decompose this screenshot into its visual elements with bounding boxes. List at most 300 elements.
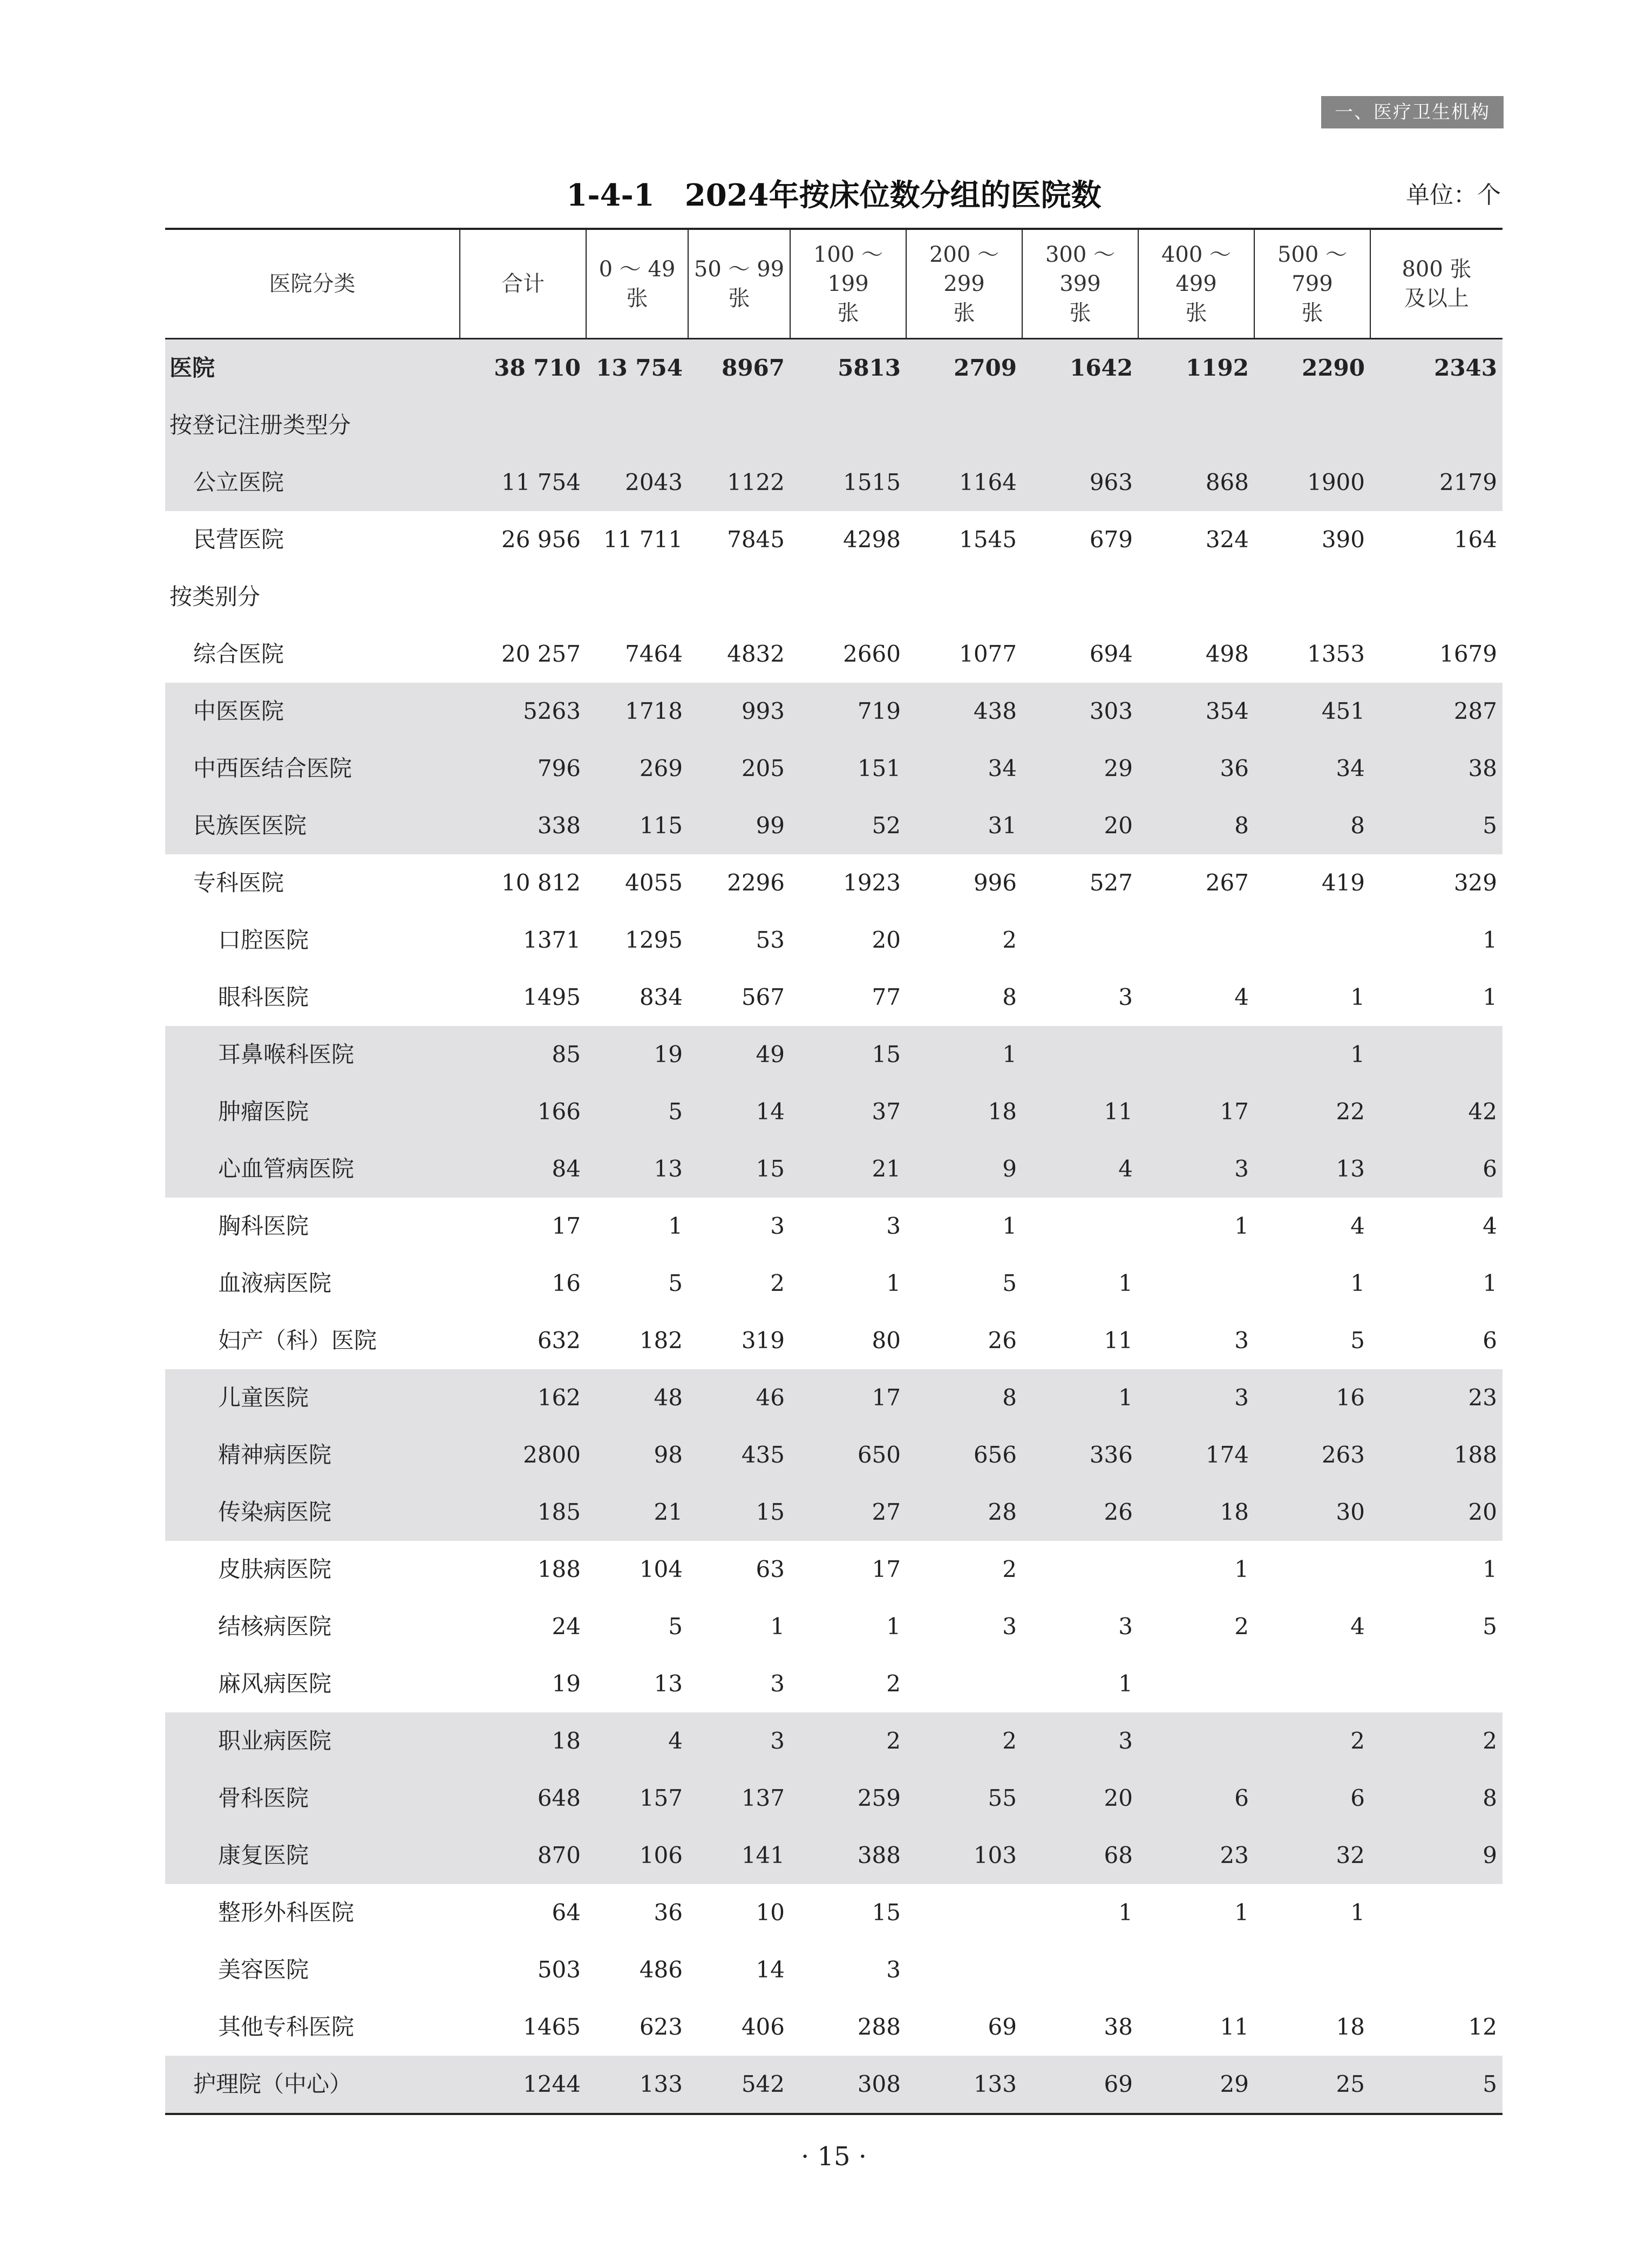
table-cell: 1465: [523, 2014, 581, 2040]
table-cell: [460, 397, 586, 454]
column-header-line2: 张: [1069, 301, 1091, 325]
table-cell: 5: [1370, 797, 1503, 854]
table-cell: 1: [1118, 1899, 1133, 1926]
table-cell: 141: [688, 1827, 790, 1884]
table-cell: 542: [688, 2056, 790, 2114]
column-header: [586, 229, 688, 339]
row-label: 传染病医院: [165, 1484, 460, 1541]
column-header-line1: 0 ～ 49: [599, 257, 676, 282]
row-label: 儿童医院: [165, 1369, 460, 1426]
row-label: 其他专科医院: [218, 2014, 355, 2040]
table-cell: 2: [770, 1270, 785, 1296]
table-cell: 18: [1138, 1484, 1254, 1541]
table-row: [165, 339, 1503, 397]
table-cell: 263: [1254, 1426, 1370, 1484]
row-label: 职业病医院: [165, 1712, 460, 1770]
table-cell: 5: [668, 1613, 683, 1640]
table-cell: 4832: [727, 641, 785, 667]
table-cell: 17: [1138, 1083, 1254, 1140]
table-cell: 18: [460, 1712, 586, 1770]
table-cell: 29: [1022, 740, 1138, 797]
table-cell: 963: [1022, 454, 1138, 511]
table-cell: 23: [1138, 1827, 1254, 1884]
table-cell: 55: [906, 1770, 1022, 1827]
table-cell: 2296: [727, 869, 785, 896]
table-cell: 8967: [688, 339, 790, 397]
table-cell: 36: [1138, 740, 1254, 797]
table-cell: 98: [586, 1426, 688, 1484]
table-cell: [1022, 568, 1138, 626]
table-cell: 17: [872, 1556, 901, 1582]
table-row: [165, 1140, 1503, 1198]
table-cell: 166: [460, 1083, 586, 1140]
column-header-line2: 张: [728, 286, 750, 311]
table-cell: 1: [1350, 984, 1365, 1010]
table-cell: 21: [586, 1484, 688, 1541]
table-cell: 1: [1118, 1670, 1133, 1697]
table-cell: 53: [756, 927, 785, 953]
table-cell: 679: [1089, 526, 1133, 553]
table-cell: [906, 397, 1022, 454]
table-cell: 4055: [625, 869, 683, 896]
column-header-line1: 50 ～ 99: [694, 257, 785, 282]
table-cell: 15: [688, 1140, 790, 1198]
table-cell: [1138, 1026, 1254, 1083]
table-cell: 2343: [1370, 339, 1503, 397]
table-cell: 106: [586, 1827, 688, 1884]
table-cell: 4: [1350, 1613, 1365, 1640]
table-cell: 32: [1254, 1827, 1370, 1884]
table-cell: 656: [906, 1426, 1022, 1484]
row-label: 胸科医院: [218, 1213, 309, 1239]
table-cell: 6: [1254, 1770, 1370, 1827]
table-cell: 451: [1254, 683, 1370, 740]
table-cell: [1138, 1941, 1254, 1998]
table-cell: 205: [688, 740, 790, 797]
table-cell: 11: [1022, 1083, 1138, 1140]
table-cell: [1138, 912, 1254, 969]
row-label: 口腔医院: [218, 927, 309, 953]
table-cell: 287: [1370, 683, 1503, 740]
table-cell: 870: [460, 1827, 586, 1884]
table-cell: 3: [886, 1956, 901, 1983]
table-cell: 267: [1205, 869, 1249, 896]
column-header-line2: 及以上: [1404, 286, 1469, 311]
row-label: 公立医院: [165, 454, 460, 511]
column-header: [460, 229, 586, 339]
table-row: [165, 1770, 1503, 1827]
table-cell: 20: [872, 927, 901, 953]
table-cell: 21: [790, 1140, 906, 1198]
row-label: 麻风病医院: [218, 1670, 332, 1697]
table-cell: 1: [1350, 1899, 1365, 1926]
table-cell: [1370, 397, 1503, 454]
row-label: 中西医结合医院: [165, 740, 460, 797]
table-row: [165, 1426, 1503, 1484]
table-row: [165, 1484, 1503, 1541]
row-label: 心血管病医院: [165, 1140, 460, 1198]
table-cell: 2709: [906, 339, 1022, 397]
table-cell: 5813: [790, 339, 906, 397]
table-cell: 1295: [625, 927, 683, 953]
table-cell: 69: [1022, 2056, 1138, 2114]
table-row: [165, 1541, 1503, 1598]
table-cell: 103: [906, 1827, 1022, 1884]
table-cell: 28: [906, 1484, 1022, 1541]
table-cell: 996: [973, 869, 1017, 896]
row-label: 妇产（科）医院: [218, 1327, 377, 1354]
table-cell: 1244: [460, 2056, 586, 2114]
table-row: [165, 854, 1503, 912]
table-cell: 10: [756, 1899, 785, 1926]
table-row: [165, 1083, 1503, 1140]
row-label: 民族医医院: [165, 797, 460, 854]
table-cell: 2: [1234, 1613, 1249, 1640]
table-cell: 4298: [843, 526, 901, 553]
table-cell: 20 257: [501, 641, 581, 667]
table-cell: 993: [688, 683, 790, 740]
table-cell: 16: [1254, 1369, 1370, 1426]
table-cell: [1022, 912, 1138, 969]
table-cell: 1: [1234, 1213, 1249, 1239]
table-cell: 64: [552, 1899, 581, 1926]
table-cell: 6: [1370, 1140, 1503, 1198]
unit-label: 单位：个: [1406, 181, 1501, 209]
table-cell: 137: [688, 1770, 790, 1827]
table-cell: 5: [586, 1083, 688, 1140]
table-cell: 388: [790, 1827, 906, 1884]
page-number: · 15 ·: [800, 2141, 867, 2172]
table-row: [165, 1598, 1503, 1655]
row-label: 结核病医院: [218, 1613, 332, 1640]
table-cell: 303: [1022, 683, 1138, 740]
table-cell: [1022, 1198, 1138, 1255]
table-cell: 1545: [959, 526, 1017, 553]
table-row: [165, 797, 1503, 854]
table-row: [165, 454, 1503, 511]
table-cell: 85: [460, 1026, 586, 1083]
table-cell: 84: [460, 1140, 586, 1198]
table-cell: 719: [790, 683, 906, 740]
table-cell: 650: [790, 1426, 906, 1484]
table-cell: 1: [886, 1270, 901, 1296]
table-cell: 5: [1002, 1270, 1017, 1296]
table-cell: 1: [1350, 1270, 1365, 1296]
table-row: [165, 1655, 1503, 1712]
table-cell: [1370, 1655, 1503, 1712]
table-cell: 19: [552, 1670, 581, 1697]
table-cell: [1022, 1541, 1138, 1598]
table-cell: 15: [688, 1484, 790, 1541]
table-cell: 5: [1483, 1613, 1497, 1640]
column-header: [1254, 229, 1370, 339]
table-cell: 438: [906, 683, 1022, 740]
table-cell: [586, 397, 688, 454]
row-label: 康复医院: [165, 1827, 460, 1884]
table-row: [165, 1827, 1503, 1884]
section-tag: 一、医疗卫生机构: [1321, 96, 1504, 128]
table-cell: 498: [1205, 641, 1249, 667]
table-row: [165, 1255, 1503, 1312]
table-cell: 1679: [1439, 641, 1497, 667]
table-cell: [1022, 1941, 1138, 1998]
table-cell: 48: [586, 1369, 688, 1426]
table-header-row: [165, 229, 1503, 339]
table-cell: 354: [1138, 683, 1254, 740]
table-cell: 99: [688, 797, 790, 854]
table-cell: [906, 568, 1022, 626]
table-row: [165, 626, 1503, 683]
row-label: 美容医院: [218, 1956, 309, 1983]
table-cell: 11: [1220, 2014, 1249, 2040]
table-cell: 185: [460, 1484, 586, 1541]
table-cell: 3: [770, 1213, 785, 1239]
table-cell: [688, 397, 790, 454]
table-cell: 3: [1118, 1613, 1133, 1640]
row-label: 整形外科医院: [218, 1899, 355, 1926]
table-cell: [586, 568, 688, 626]
table-cell: [1254, 397, 1370, 454]
column-header: [1022, 229, 1138, 339]
table-cell: 1353: [1307, 641, 1365, 667]
table-cell: 2179: [1370, 454, 1503, 511]
table-cell: [460, 568, 586, 626]
table-row: [165, 2056, 1503, 2114]
table-cell: 18: [1336, 2014, 1365, 2040]
table-title: 1-4-1 2024年按床位数分组的医院数: [566, 178, 1102, 213]
table-cell: 2290: [1254, 339, 1370, 397]
table-cell: [1370, 1026, 1503, 1083]
table-cell: 6: [1138, 1770, 1254, 1827]
row-label: 耳鼻喉科医院: [165, 1026, 460, 1083]
table-cell: 52: [790, 797, 906, 854]
table-cell: 13: [654, 1670, 683, 1697]
table-cell: 338: [460, 797, 586, 854]
table-cell: 1164: [906, 454, 1022, 511]
table-cell: 694: [1089, 641, 1133, 667]
table-cell: 1: [906, 1026, 1022, 1083]
table-cell: 4: [1350, 1213, 1365, 1239]
table-row: [165, 683, 1503, 740]
table-cell: 1718: [586, 683, 688, 740]
table-cell: 623: [639, 2014, 683, 2040]
row-label: 皮肤病医院: [218, 1556, 332, 1582]
table-cell: 115: [586, 797, 688, 854]
table-row: [165, 568, 1503, 626]
table-cell: 1: [1118, 1270, 1133, 1296]
table-cell: 3: [1138, 1140, 1254, 1198]
table-cell: 174: [1138, 1426, 1254, 1484]
table-cell: 151: [790, 740, 906, 797]
table-cell: 8: [906, 1369, 1022, 1426]
table-cell: 1192: [1138, 339, 1254, 397]
column-header: [688, 229, 790, 339]
table-cell: [790, 397, 906, 454]
table-cell: 164: [1453, 526, 1497, 553]
table-cell: 2: [1254, 1712, 1370, 1770]
table-cell: [1254, 1655, 1370, 1712]
table-row: [165, 912, 1503, 969]
table-cell: [906, 1884, 1022, 1941]
table-cell: 308: [790, 2056, 906, 2114]
column-header-line2: 张: [953, 301, 975, 325]
table-cell: 1: [886, 1613, 901, 1640]
row-label: 护理院（中心）: [165, 2056, 460, 2114]
table-row: [165, 511, 1503, 568]
table-row: [165, 1884, 1503, 1941]
column-header-line1: 200 ～ 299: [929, 242, 1000, 296]
column-header: [1138, 229, 1254, 339]
table-cell: 46: [688, 1369, 790, 1426]
table-cell: 162: [460, 1369, 586, 1426]
row-label: 专科医院: [193, 869, 284, 896]
table-cell: 319: [741, 1327, 785, 1354]
table-cell: 12: [1468, 2014, 1497, 2040]
table-cell: 69: [988, 2014, 1017, 2040]
table-cell: 36: [654, 1899, 683, 1926]
table-cell: 38: [1370, 740, 1503, 797]
table-cell: [1254, 568, 1370, 626]
table-cell: 3: [688, 1712, 790, 1770]
column-header: [1370, 229, 1503, 339]
table-cell: 29: [1138, 2056, 1254, 2114]
table-cell: 5: [668, 1270, 683, 1296]
row-label: 民营医院: [193, 526, 284, 553]
table-cell: 336: [1022, 1426, 1138, 1484]
table-cell: 26: [1022, 1484, 1138, 1541]
table-cell: [1254, 912, 1370, 969]
table-cell: [1022, 1026, 1138, 1083]
table-cell: [1370, 1884, 1503, 1941]
table-cell: 188: [1370, 1426, 1503, 1484]
column-header-line1: 合计: [501, 271, 545, 296]
table-cell: 390: [1321, 526, 1365, 553]
row-label: 按类别分: [169, 583, 261, 610]
table-cell: 3: [1002, 1613, 1017, 1640]
table-cell: 1: [1234, 1556, 1249, 1582]
table-cell: 20: [1370, 1484, 1503, 1541]
table-cell: 9: [906, 1140, 1022, 1198]
row-label: 按登记注册类型分: [165, 397, 460, 454]
table-cell: 26 956: [501, 526, 581, 553]
table-cell: 38 710: [460, 339, 586, 397]
table-cell: 1122: [688, 454, 790, 511]
table-cell: 27: [790, 1484, 906, 1541]
table-row: [165, 1026, 1503, 1083]
table-cell: 25: [1254, 2056, 1370, 2114]
table-cell: 38: [1104, 2014, 1133, 2040]
table-cell: [790, 568, 906, 626]
table-cell: 435: [688, 1426, 790, 1484]
row-label: 血液病医院: [218, 1270, 332, 1296]
table-cell: 2: [886, 1670, 901, 1697]
table-cell: 288: [857, 2014, 901, 2040]
table-cell: [1138, 568, 1254, 626]
table-cell: 527: [1089, 869, 1133, 896]
table-cell: 1495: [523, 984, 581, 1010]
table-row: [165, 1998, 1503, 2056]
table-cell: 2: [1002, 1556, 1017, 1582]
column-header-category: [165, 229, 460, 339]
row-label: 眼科医院: [218, 984, 309, 1010]
table-cell: 4: [1483, 1213, 1497, 1239]
table-cell: 1900: [1254, 454, 1370, 511]
table-cell: [1254, 1541, 1370, 1598]
table-cell: [1370, 1941, 1503, 1998]
table-cell: 486: [639, 1956, 683, 1983]
table-cell: 11: [1104, 1327, 1133, 1354]
table-cell: 5: [1350, 1327, 1365, 1354]
table-cell: 18: [906, 1083, 1022, 1140]
table-cell: 16: [552, 1270, 581, 1296]
table-cell: 5: [1370, 2056, 1503, 2114]
table-cell: 5263: [460, 683, 586, 740]
row-label: 中医医院: [165, 683, 460, 740]
table-cell: 13 754: [586, 339, 688, 397]
column-header-line1: 100 ～ 199: [813, 242, 883, 296]
table-cell: 14: [756, 1956, 785, 1983]
table-cell: 4: [1234, 984, 1249, 1010]
row-label: 医院: [165, 339, 460, 397]
table-body: [165, 339, 1503, 2115]
row-label: 骨科医院: [165, 1770, 460, 1827]
table-cell: 157: [586, 1770, 688, 1827]
row-label: 综合医院: [193, 641, 284, 667]
table-cell: 188: [537, 1556, 581, 1582]
table-cell: 259: [790, 1770, 906, 1827]
table-cell: [688, 568, 790, 626]
table-cell: [906, 1655, 1022, 1712]
table-cell: 11 711: [603, 526, 683, 553]
table-cell: 2043: [586, 454, 688, 511]
table-cell: 1: [1483, 984, 1497, 1010]
column-header-line2: 张: [1185, 301, 1207, 325]
table-cell: 2800: [460, 1426, 586, 1484]
table-cell: 2: [1002, 927, 1017, 953]
table-cell: 1: [1254, 1026, 1370, 1083]
table-cell: 13: [1254, 1140, 1370, 1198]
table-cell: 6: [1483, 1327, 1497, 1354]
hospital-bed-table: [165, 228, 1503, 2115]
table-cell: 632: [537, 1327, 581, 1354]
table-cell: 3: [886, 1213, 901, 1239]
table-row: [165, 1712, 1503, 1770]
table-cell: 26: [988, 1327, 1017, 1354]
table-cell: 20: [1022, 1770, 1138, 1827]
column-header-line1: 500 ～ 799: [1277, 242, 1348, 296]
table-cell: 104: [639, 1556, 683, 1582]
column-header: [906, 229, 1022, 339]
table-cell: 4: [586, 1712, 688, 1770]
table-cell: 182: [639, 1327, 683, 1354]
table-row: [165, 397, 1503, 454]
table-cell: 1: [1002, 1213, 1017, 1239]
column-header-line2: 张: [626, 286, 648, 311]
column-header-line2: 张: [1301, 301, 1323, 325]
table-cell: 14: [688, 1083, 790, 1140]
table-cell: 17: [552, 1213, 581, 1239]
table-cell: 1: [1022, 1369, 1138, 1426]
table-cell: [1138, 397, 1254, 454]
table-cell: 2660: [843, 641, 901, 667]
table-cell: 1371: [523, 927, 581, 953]
table-cell: [1370, 568, 1503, 626]
table-cell: 68: [1022, 1827, 1138, 1884]
table-cell: 42: [1370, 1083, 1503, 1140]
table-cell: 648: [460, 1770, 586, 1827]
table-cell: 1077: [959, 641, 1017, 667]
table-cell: [1138, 1712, 1254, 1770]
